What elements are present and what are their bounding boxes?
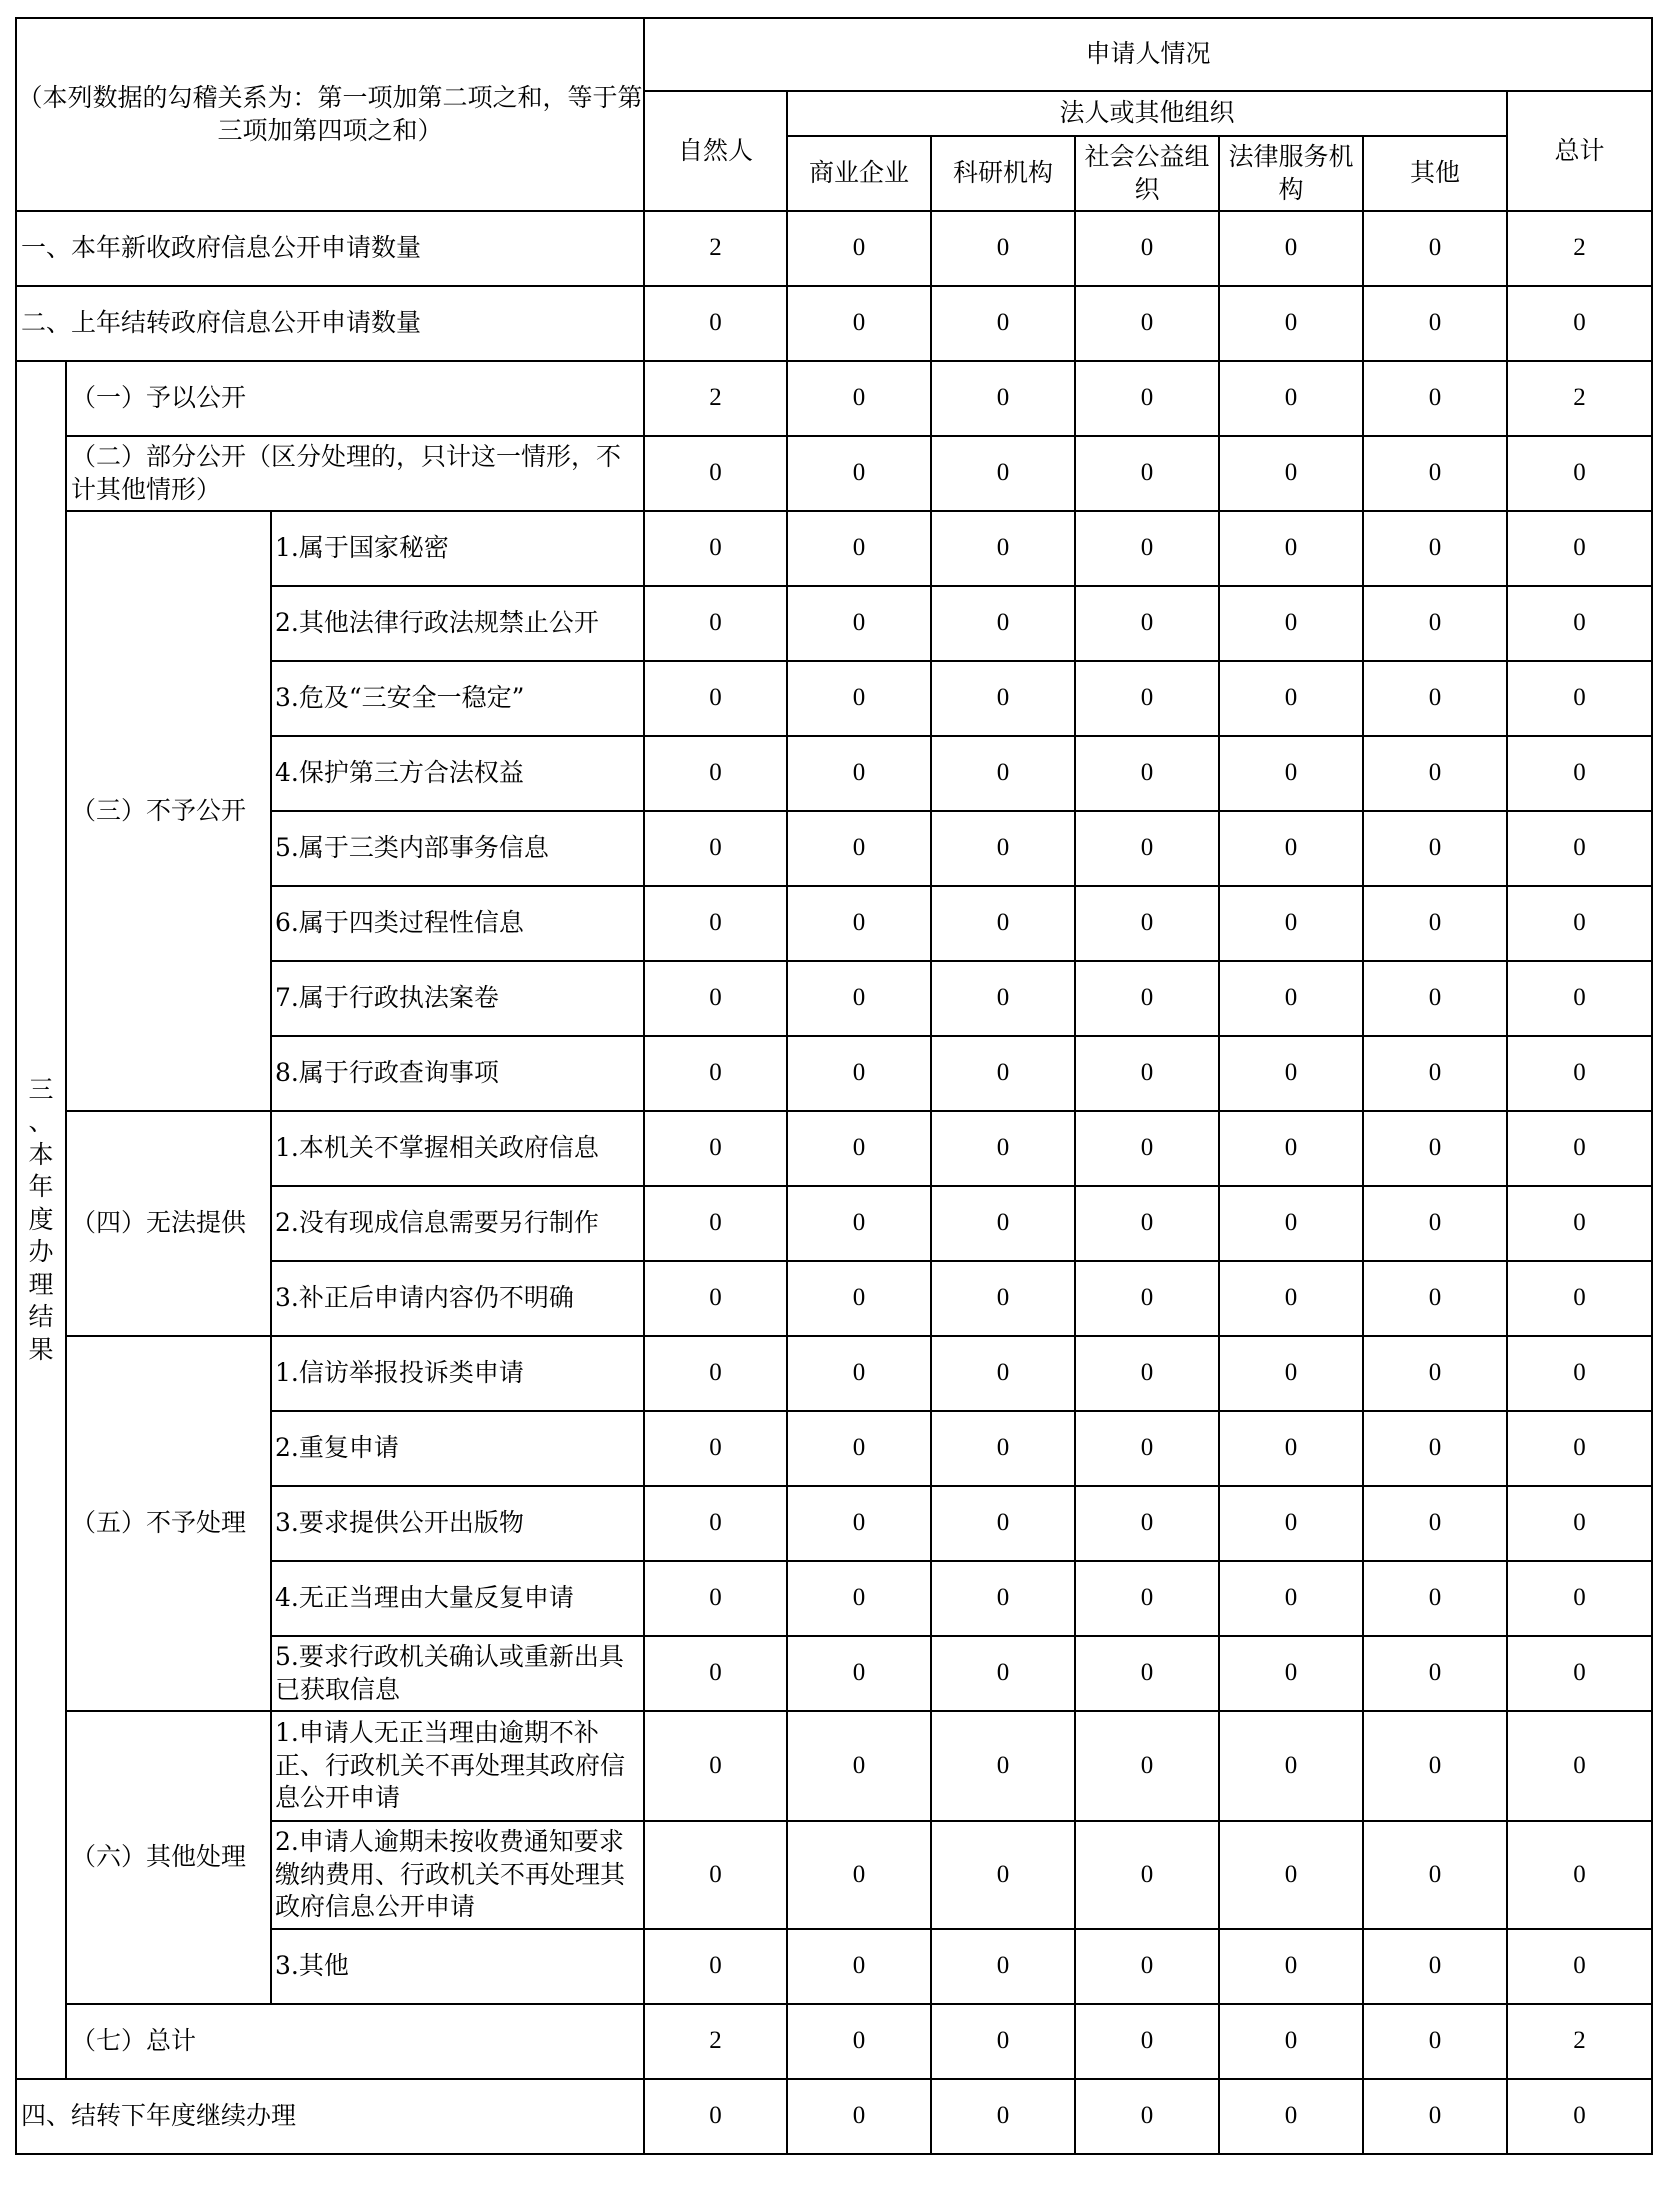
value-cell: 0 <box>1363 211 1507 286</box>
item-label: 8.属于行政查询事项 <box>271 1036 644 1111</box>
value-cell: 0 <box>1219 1336 1363 1411</box>
value-cell: 0 <box>1075 811 1219 886</box>
item-label: 1.本机关不掌握相关政府信息 <box>271 1111 644 1186</box>
value-cell: 0 <box>1219 1111 1363 1186</box>
value-cell: 0 <box>1507 286 1652 361</box>
value-cell: 0 <box>1219 1411 1363 1486</box>
value-cell: 0 <box>787 1636 931 1711</box>
value-cell: 0 <box>1363 1486 1507 1561</box>
value-cell: 0 <box>1075 961 1219 1036</box>
value-cell: 0 <box>787 1111 931 1186</box>
value-cell: 0 <box>1219 811 1363 886</box>
value-cell: 0 <box>1219 1929 1363 2004</box>
value-cell: 0 <box>1075 211 1219 286</box>
value-cell: 0 <box>1075 1261 1219 1336</box>
value-cell: 0 <box>931 1636 1075 1711</box>
value-cell: 0 <box>1075 1711 1219 1821</box>
value-cell: 0 <box>1363 1821 1507 1929</box>
section-three-char: 、 <box>28 1107 54 1137</box>
table-note: （本列数据的勾稽关系为：第一项加第二项之和，等于第三项加第四项之和） <box>16 18 644 211</box>
value-cell: 0 <box>1363 1261 1507 1336</box>
row-label-partially-disclosed: （二）部分公开（区分处理的，只计这一情形，不计其他情形） <box>66 436 644 511</box>
value-cell: 0 <box>931 511 1075 586</box>
section-three-char: 办 <box>28 1237 54 1267</box>
value-cell: 0 <box>787 436 931 511</box>
value-cell: 0 <box>787 1336 931 1411</box>
item-label: 2.申请人逾期未按收费通知要求缴纳费用、行政机关不再处理其政府信息公开申请 <box>271 1821 644 1929</box>
value-cell: 0 <box>787 2004 931 2079</box>
value-cell: 0 <box>644 511 787 586</box>
value-cell: 0 <box>1219 361 1363 436</box>
value-cell: 0 <box>1363 1036 1507 1111</box>
value-cell: 0 <box>787 886 931 961</box>
value-cell: 0 <box>787 1186 931 1261</box>
other-org-header: 其他 <box>1363 136 1507 211</box>
value-cell: 0 <box>787 811 931 886</box>
value-cell: 0 <box>1363 886 1507 961</box>
value-cell: 0 <box>931 2079 1075 2154</box>
value-cell: 0 <box>787 1821 931 1929</box>
value-cell: 0 <box>931 211 1075 286</box>
value-cell: 0 <box>1219 961 1363 1036</box>
value-cell: 0 <box>1219 1636 1363 1711</box>
value-cell: 0 <box>1075 511 1219 586</box>
value-cell: 0 <box>1507 1411 1652 1486</box>
value-cell: 0 <box>787 1929 931 2004</box>
item-label: 1.信访举报投诉类申请 <box>271 1336 644 1411</box>
value-cell: 0 <box>787 736 931 811</box>
value-cell: 0 <box>787 1261 931 1336</box>
value-cell: 0 <box>1219 1036 1363 1111</box>
value-cell: 0 <box>1075 886 1219 961</box>
group-label-other-processing: （六）其他处理 <box>66 1711 271 2004</box>
table-row <box>16 1711 1652 1821</box>
value-cell: 2 <box>1507 211 1652 286</box>
value-cell: 0 <box>1219 661 1363 736</box>
item-label: 4.无正当理由大量反复申请 <box>271 1561 644 1636</box>
value-cell: 0 <box>787 1411 931 1486</box>
value-cell: 0 <box>1075 1411 1219 1486</box>
value-cell: 0 <box>644 1036 787 1111</box>
value-cell: 0 <box>1507 1336 1652 1411</box>
value-cell: 0 <box>1363 1111 1507 1186</box>
value-cell: 0 <box>644 811 787 886</box>
group-label-not-disclosed: （三）不予公开 <box>66 511 271 1111</box>
item-label: 5.属于三类内部事务信息 <box>271 811 644 886</box>
value-cell: 0 <box>787 961 931 1036</box>
section-three-char: 度 <box>28 1204 54 1234</box>
value-cell: 0 <box>644 2079 787 2154</box>
value-cell: 0 <box>1075 1186 1219 1261</box>
value-cell: 0 <box>1219 1561 1363 1636</box>
table-row <box>16 2004 1652 2079</box>
value-cell: 0 <box>644 286 787 361</box>
value-cell: 0 <box>644 1486 787 1561</box>
value-cell: 0 <box>931 1111 1075 1186</box>
value-cell: 0 <box>1507 736 1652 811</box>
value-cell: 0 <box>1075 736 1219 811</box>
applicant-group-header: 申请人情况 <box>644 18 1652 91</box>
value-cell: 0 <box>1219 1821 1363 1929</box>
item-label: 2.其他法律行政法规禁止公开 <box>271 586 644 661</box>
value-cell: 2 <box>644 2004 787 2079</box>
value-cell: 0 <box>1075 1336 1219 1411</box>
value-cell: 0 <box>1507 811 1652 886</box>
value-cell: 0 <box>787 361 931 436</box>
value-cell: 0 <box>1075 1036 1219 1111</box>
value-cell: 0 <box>787 211 931 286</box>
item-label: 2.没有现成信息需要另行制作 <box>271 1186 644 1261</box>
value-cell: 0 <box>931 1561 1075 1636</box>
table-row <box>16 511 1652 586</box>
value-cell: 0 <box>1363 361 1507 436</box>
legal-entity-group-header: 法人或其他组织 <box>787 91 1507 136</box>
value-cell: 0 <box>644 586 787 661</box>
table-row <box>16 211 1652 286</box>
value-cell: 0 <box>931 1186 1075 1261</box>
value-cell: 0 <box>931 1711 1075 1821</box>
value-cell: 0 <box>1507 1261 1652 1336</box>
value-cell: 0 <box>1507 1929 1652 2004</box>
value-cell: 0 <box>787 586 931 661</box>
value-cell: 0 <box>1507 886 1652 961</box>
value-cell: 0 <box>644 1111 787 1186</box>
value-cell: 0 <box>931 961 1075 1036</box>
value-cell: 0 <box>1507 661 1652 736</box>
table-row <box>16 1336 1652 1411</box>
value-cell: 0 <box>1219 736 1363 811</box>
value-cell: 0 <box>787 511 931 586</box>
value-cell: 0 <box>1507 1186 1652 1261</box>
public-welfare-org-header: 社会公益组织 <box>1075 136 1219 211</box>
value-cell: 0 <box>1363 286 1507 361</box>
value-cell: 0 <box>644 736 787 811</box>
value-cell: 0 <box>644 661 787 736</box>
value-cell: 0 <box>1363 961 1507 1036</box>
value-cell: 0 <box>931 586 1075 661</box>
value-cell: 0 <box>1075 1561 1219 1636</box>
row-label-carry-forward: 四、结转下年度继续办理 <box>16 2079 644 2154</box>
value-cell: 0 <box>787 1561 931 1636</box>
value-cell: 0 <box>931 661 1075 736</box>
value-cell: 0 <box>1219 586 1363 661</box>
value-cell: 0 <box>644 1711 787 1821</box>
section-three-char: 结 <box>28 1302 54 1332</box>
value-cell: 0 <box>1219 286 1363 361</box>
value-cell: 0 <box>1363 436 1507 511</box>
table-row <box>16 436 1652 511</box>
value-cell: 0 <box>1363 736 1507 811</box>
item-label: 1.申请人无正当理由逾期不补正、行政机关不再处理其政府信息公开申请 <box>271 1711 644 1821</box>
table-row <box>16 361 1652 436</box>
item-label: 7.属于行政执法案卷 <box>271 961 644 1036</box>
value-cell: 0 <box>1075 661 1219 736</box>
value-cell: 0 <box>1075 1929 1219 2004</box>
value-cell: 0 <box>1507 1821 1652 1929</box>
value-cell: 0 <box>1507 436 1652 511</box>
value-cell: 0 <box>787 2079 931 2154</box>
item-label: 6.属于四类过程性信息 <box>271 886 644 961</box>
item-label: 3.补正后申请内容仍不明确 <box>271 1261 644 1336</box>
value-cell: 0 <box>644 1821 787 1929</box>
commercial-enterprise-header: 商业企业 <box>787 136 931 211</box>
value-cell: 0 <box>1219 2004 1363 2079</box>
value-cell: 0 <box>1363 1411 1507 1486</box>
value-cell: 0 <box>1075 1821 1219 1929</box>
value-cell: 0 <box>1507 1486 1652 1561</box>
value-cell: 0 <box>1363 2079 1507 2154</box>
table-row <box>16 1111 1652 1186</box>
value-cell: 0 <box>1219 886 1363 961</box>
section-three-char: 本 <box>28 1139 54 1169</box>
item-label: 3.其他 <box>271 1929 644 2004</box>
item-label: 3.危及“三安全一稳定” <box>271 661 644 736</box>
natural-person-header: 自然人 <box>644 91 787 211</box>
value-cell: 0 <box>931 1411 1075 1486</box>
value-cell: 0 <box>1075 2004 1219 2079</box>
value-cell: 0 <box>931 886 1075 961</box>
item-label: 3.要求提供公开出版物 <box>271 1486 644 1561</box>
group-label-unable: （四）无法提供 <box>66 1111 271 1336</box>
value-cell: 0 <box>1363 1711 1507 1821</box>
section-three-char: 果 <box>28 1334 54 1364</box>
value-cell: 0 <box>787 286 931 361</box>
value-cell: 0 <box>1507 2079 1652 2154</box>
value-cell: 0 <box>931 436 1075 511</box>
value-cell: 0 <box>931 2004 1075 2079</box>
value-cell: 0 <box>644 1261 787 1336</box>
value-cell: 0 <box>1363 511 1507 586</box>
value-cell: 0 <box>1507 1036 1652 1111</box>
value-cell: 0 <box>644 1929 787 2004</box>
value-cell: 0 <box>644 1186 787 1261</box>
value-cell: 0 <box>1507 961 1652 1036</box>
value-cell: 0 <box>644 1411 787 1486</box>
value-cell: 0 <box>931 286 1075 361</box>
value-cell: 0 <box>1075 361 1219 436</box>
value-cell: 0 <box>644 1336 787 1411</box>
table-row <box>16 286 1652 361</box>
value-cell: 0 <box>1075 436 1219 511</box>
value-cell: 0 <box>1507 1111 1652 1186</box>
value-cell: 0 <box>644 1636 787 1711</box>
value-cell: 0 <box>644 886 787 961</box>
value-cell: 0 <box>931 1261 1075 1336</box>
value-cell: 0 <box>931 1486 1075 1561</box>
value-cell: 0 <box>1363 1336 1507 1411</box>
value-cell: 0 <box>1507 1636 1652 1711</box>
item-label: 4.保护第三方合法权益 <box>271 736 644 811</box>
value-cell: 0 <box>1219 1486 1363 1561</box>
value-cell: 0 <box>1363 1561 1507 1636</box>
gov-info-disclosure-table <box>15 17 1653 2155</box>
value-cell: 0 <box>1507 511 1652 586</box>
value-cell: 0 <box>644 436 787 511</box>
value-cell: 0 <box>931 811 1075 886</box>
value-cell: 0 <box>1219 511 1363 586</box>
value-cell: 0 <box>1363 1929 1507 2004</box>
value-cell: 0 <box>1219 1711 1363 1821</box>
value-cell: 0 <box>1507 586 1652 661</box>
value-cell: 2 <box>1507 361 1652 436</box>
item-label: 1.属于国家秘密 <box>271 511 644 586</box>
table-row <box>16 2079 1652 2154</box>
section-three-label <box>16 361 66 2079</box>
value-cell: 0 <box>1507 1561 1652 1636</box>
value-cell: 0 <box>1363 811 1507 886</box>
section-three-char: 三 <box>28 1074 54 1104</box>
value-cell: 0 <box>931 361 1075 436</box>
value-cell: 0 <box>1363 586 1507 661</box>
value-cell: 0 <box>1363 1186 1507 1261</box>
value-cell: 0 <box>1219 1261 1363 1336</box>
value-cell: 0 <box>1219 2079 1363 2154</box>
value-cell: 0 <box>931 1336 1075 1411</box>
value-cell: 0 <box>1075 1486 1219 1561</box>
value-cell: 0 <box>1075 1111 1219 1186</box>
value-cell: 0 <box>644 961 787 1036</box>
value-cell: 0 <box>1219 1186 1363 1261</box>
value-cell: 0 <box>1363 2004 1507 2079</box>
row-label-disclosed: （一）予以公开 <box>66 361 644 436</box>
value-cell: 0 <box>1075 586 1219 661</box>
value-cell: 0 <box>787 1036 931 1111</box>
value-cell: 0 <box>787 661 931 736</box>
value-cell: 0 <box>931 1929 1075 2004</box>
section-three-char: 年 <box>28 1172 54 1202</box>
value-cell: 0 <box>787 1486 931 1561</box>
value-cell: 0 <box>931 736 1075 811</box>
row-label-carried-over: 二、上年结转政府信息公开申请数量 <box>16 286 644 361</box>
value-cell: 0 <box>1507 1711 1652 1821</box>
row-label-new-requests: 一、本年新收政府信息公开申请数量 <box>16 211 644 286</box>
research-institution-header: 科研机构 <box>931 136 1075 211</box>
value-cell: 0 <box>1363 661 1507 736</box>
total-header: 总计 <box>1507 91 1652 211</box>
value-cell: 2 <box>644 361 787 436</box>
value-cell: 0 <box>787 1711 931 1821</box>
section-three-char: 理 <box>28 1269 54 1299</box>
value-cell: 0 <box>1075 1636 1219 1711</box>
item-label: 5.要求行政机关确认或重新出具已获取信息 <box>271 1636 644 1711</box>
value-cell: 2 <box>644 211 787 286</box>
value-cell: 0 <box>1075 286 1219 361</box>
legal-service-org-header: 法律服务机构 <box>1219 136 1363 211</box>
value-cell: 0 <box>1363 1636 1507 1711</box>
item-label: 2.重复申请 <box>271 1411 644 1486</box>
value-cell: 0 <box>1219 436 1363 511</box>
value-cell: 0 <box>931 1036 1075 1111</box>
value-cell: 0 <box>1075 2079 1219 2154</box>
value-cell: 0 <box>931 1821 1075 1929</box>
value-cell: 0 <box>1219 211 1363 286</box>
group-label-not-processed: （五）不予处理 <box>66 1336 271 1711</box>
value-cell: 0 <box>644 1561 787 1636</box>
value-cell: 2 <box>1507 2004 1652 2079</box>
row-label-subtotal: （七）总计 <box>66 2004 644 2079</box>
